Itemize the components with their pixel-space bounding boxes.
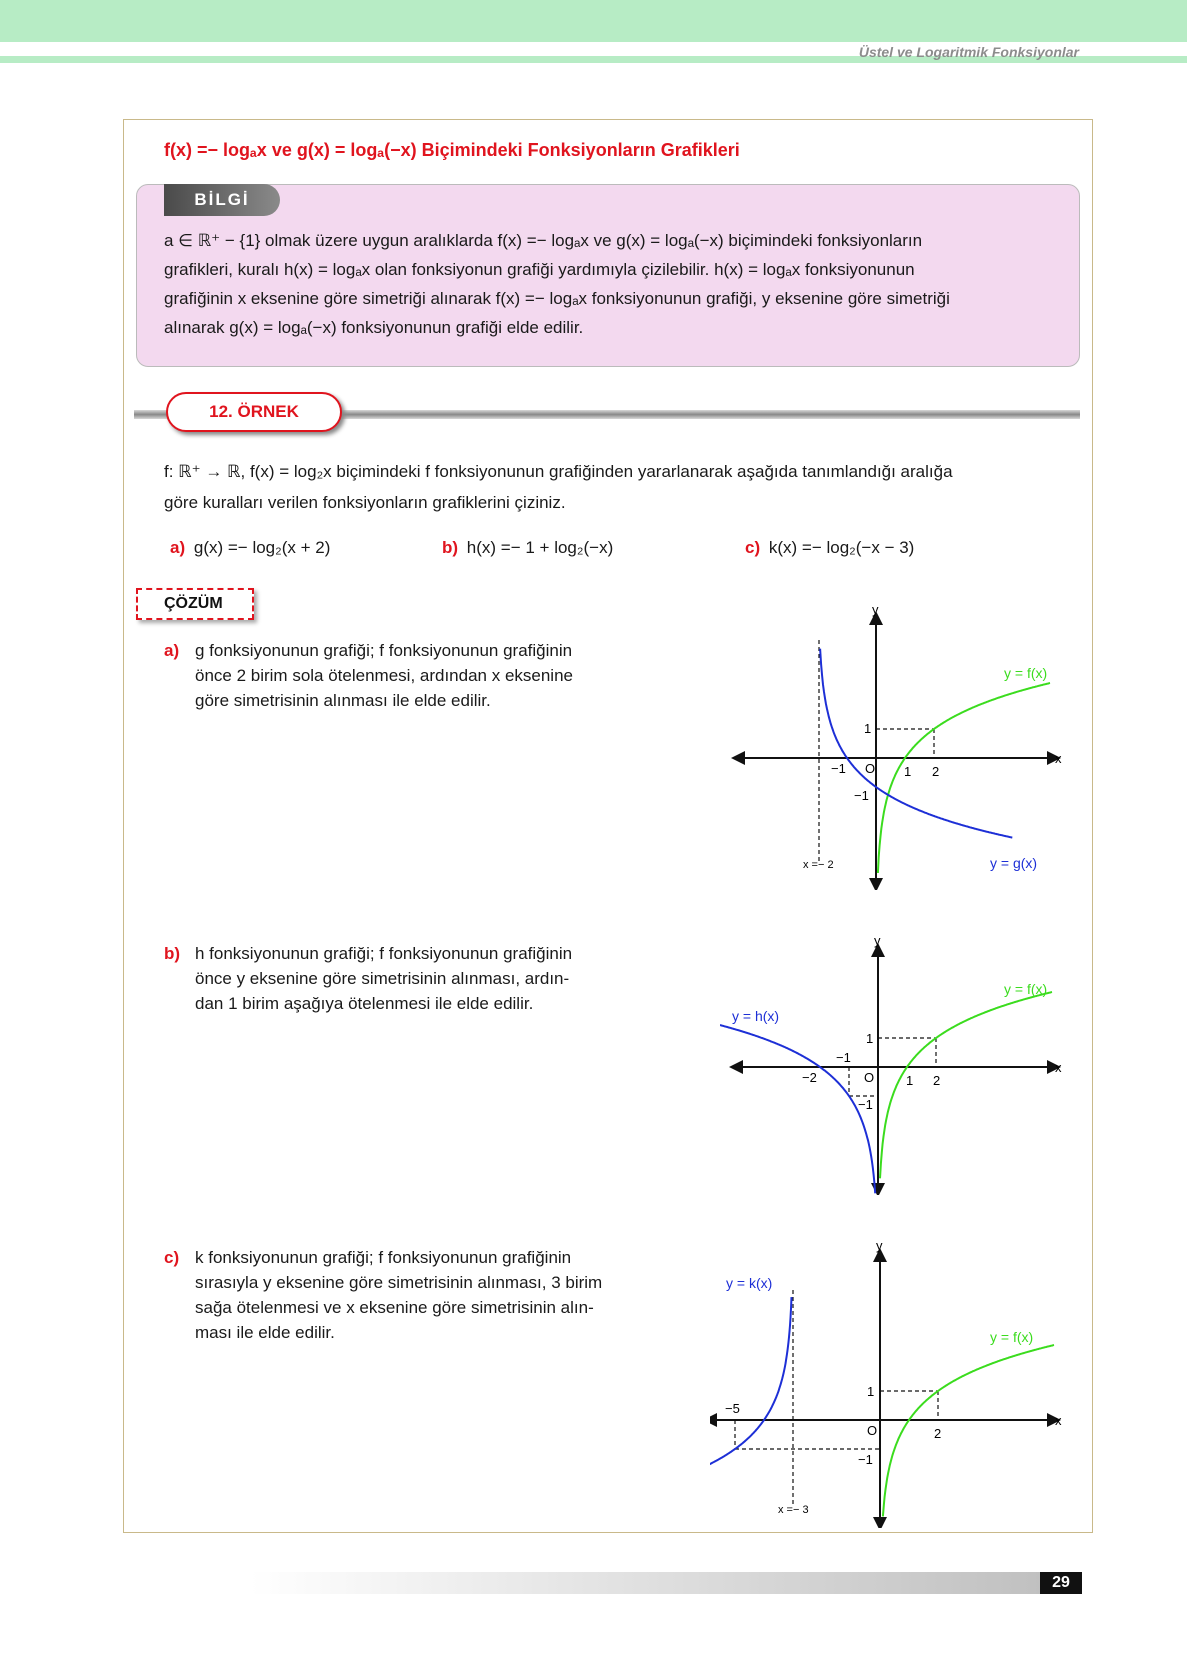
solution-label: a) [164, 641, 180, 660]
chapter-title: Üstel ve Logaritmik Fonksiyonlar [858, 44, 1079, 60]
solution-line: h fonksiyonunun grafiği; f fonksiyonunun grafiğinin [195, 944, 573, 963]
y-axis-label: y [874, 933, 881, 948]
bilgi-tab: BİLGİ [164, 184, 280, 216]
h-label: y = h(x) [732, 1008, 780, 1024]
tick-label: −2 [802, 1070, 817, 1085]
part-label: c) [745, 538, 761, 557]
part-expr: k(x) =− log₂(−x − 3) [768, 538, 915, 557]
part-expr: h(x) =− 1 + log₂(−x) [466, 538, 614, 557]
tick-label: −1 [858, 1097, 873, 1112]
graph-a [730, 600, 1070, 890]
tick-label: −1 [854, 788, 869, 803]
section-title: f(x) =− logₐx ve g(x) = logₐ(−x) Biçimindeki Fonksiyonların Grafikleri [164, 140, 740, 160]
part-label: b) [442, 538, 459, 557]
solution-c [164, 1245, 625, 1345]
part-c [745, 538, 914, 558]
tick-label: −5 [725, 1401, 740, 1416]
solution-line: dan 1 birim aşağıya ötelenmesi ile elde edilir. [195, 994, 534, 1013]
asymptote-label: x =− 3 [778, 1504, 809, 1516]
solution-label: c) [164, 1248, 180, 1267]
h-curve [720, 1024, 875, 1193]
origin-label: O [865, 761, 876, 776]
solution-line: önce 2 birim sola ötelenmesi, ardından x eksenine [195, 666, 573, 685]
part-label: a) [170, 538, 186, 557]
tick-label: 1 [866, 1031, 874, 1046]
bilgi-line: a ∈ ℝ⁺ − {1} olmak üzere uygun aralıklarda f(x) =− logₐx ve g(x) = logₐ(−x) biçimindeki fonksiyonların [164, 231, 923, 250]
solution-line: g fonksiyonunun grafiği; f fonksiyonunun grafiğinin [195, 641, 573, 660]
solution-label: b) [164, 944, 181, 963]
solution-line: önce y eksenine göre simetrisinin alınması, ardın- [195, 969, 570, 988]
solution-line: k fonksiyonunun grafiği; f fonksiyonunun grafiğinin [195, 1248, 572, 1267]
solution-line: göre simetrisinin alınması ile elde edilir. [195, 691, 491, 710]
solution-line: ması ile elde edilir. [195, 1323, 335, 1342]
bilgi-text [164, 226, 1074, 342]
tick-label: 1 [867, 1384, 875, 1399]
problem-text [164, 456, 1074, 518]
f-curve [883, 1345, 1054, 1516]
tick-label: 2 [932, 764, 940, 779]
tick-label: 1 [904, 764, 912, 779]
tick-label: 1 [906, 1073, 914, 1088]
graph-c [710, 1228, 1070, 1528]
cozum-label: ÇÖZÜM [136, 588, 254, 620]
k-label: y = k(x) [726, 1275, 773, 1291]
tick-label: −1 [836, 1050, 851, 1065]
problem-line: f: ℝ⁺ → ℝ, f(x) = log₂x biçimindeki f fonksiyonunun grafiğinden yararlanarak aşağıda tanımlandığı aralığa [164, 462, 953, 481]
asymptote-label: x =− 2 [803, 859, 834, 871]
f-label: y = f(x) [1004, 665, 1048, 681]
bilgi-line: alınarak g(x) = logₐ(−x) fonksiyonunun grafiği elde edilir. [164, 318, 584, 337]
solution-b [164, 941, 625, 1016]
origin-label: O [864, 1070, 875, 1085]
problem-line: göre kuralları verilen fonksiyonların grafiklerini çiziniz. [164, 493, 566, 512]
tick-label: 2 [933, 1073, 941, 1088]
page-number: 29 [1040, 1572, 1082, 1594]
graph-b [720, 925, 1070, 1195]
k-curve [710, 1297, 792, 1471]
origin-label: O [867, 1423, 878, 1438]
solution-a [164, 638, 625, 713]
part-a [170, 538, 330, 558]
x-axis-label: x [1055, 1413, 1062, 1428]
footer-bar [250, 1572, 1082, 1594]
g-label: y = g(x) [990, 855, 1038, 871]
solution-line: sırasıyla y eksenine göre simetrisinin alınması, 3 birim [195, 1273, 603, 1292]
solution-line: sağa ötelenmesi ve x eksenine göre simetrisinin alın- [195, 1298, 594, 1317]
bilgi-line: grafikleri, kuralı h(x) = logₐx olan fonksiyonun grafiği yardımıyla çizilebilir. h(x) = logₐx fonksiyonunun [164, 260, 915, 279]
x-axis-label: x [1055, 751, 1062, 766]
tick-label: −1 [858, 1452, 873, 1467]
x-axis-label: x [1055, 1060, 1062, 1075]
tick-label: 1 [864, 721, 872, 736]
part-expr: g(x) =− log₂(x + 2) [193, 538, 331, 557]
tick-label: −1 [831, 761, 846, 776]
bilgi-line: grafiğinin x eksenine göre simetriği alınarak f(x) =− logₐx fonksiyonunun grafiği, y eksenine göre simetriği [164, 289, 950, 308]
y-axis-label: y [876, 1238, 883, 1253]
example-label: 12. ÖRNEK [166, 392, 342, 432]
f-label: y = f(x) [990, 1329, 1034, 1345]
part-b [442, 538, 613, 558]
f-label: y = f(x) [1004, 981, 1048, 997]
tick-label: 2 [934, 1426, 942, 1441]
top-band [0, 0, 1187, 42]
y-axis-label: y [872, 602, 879, 617]
